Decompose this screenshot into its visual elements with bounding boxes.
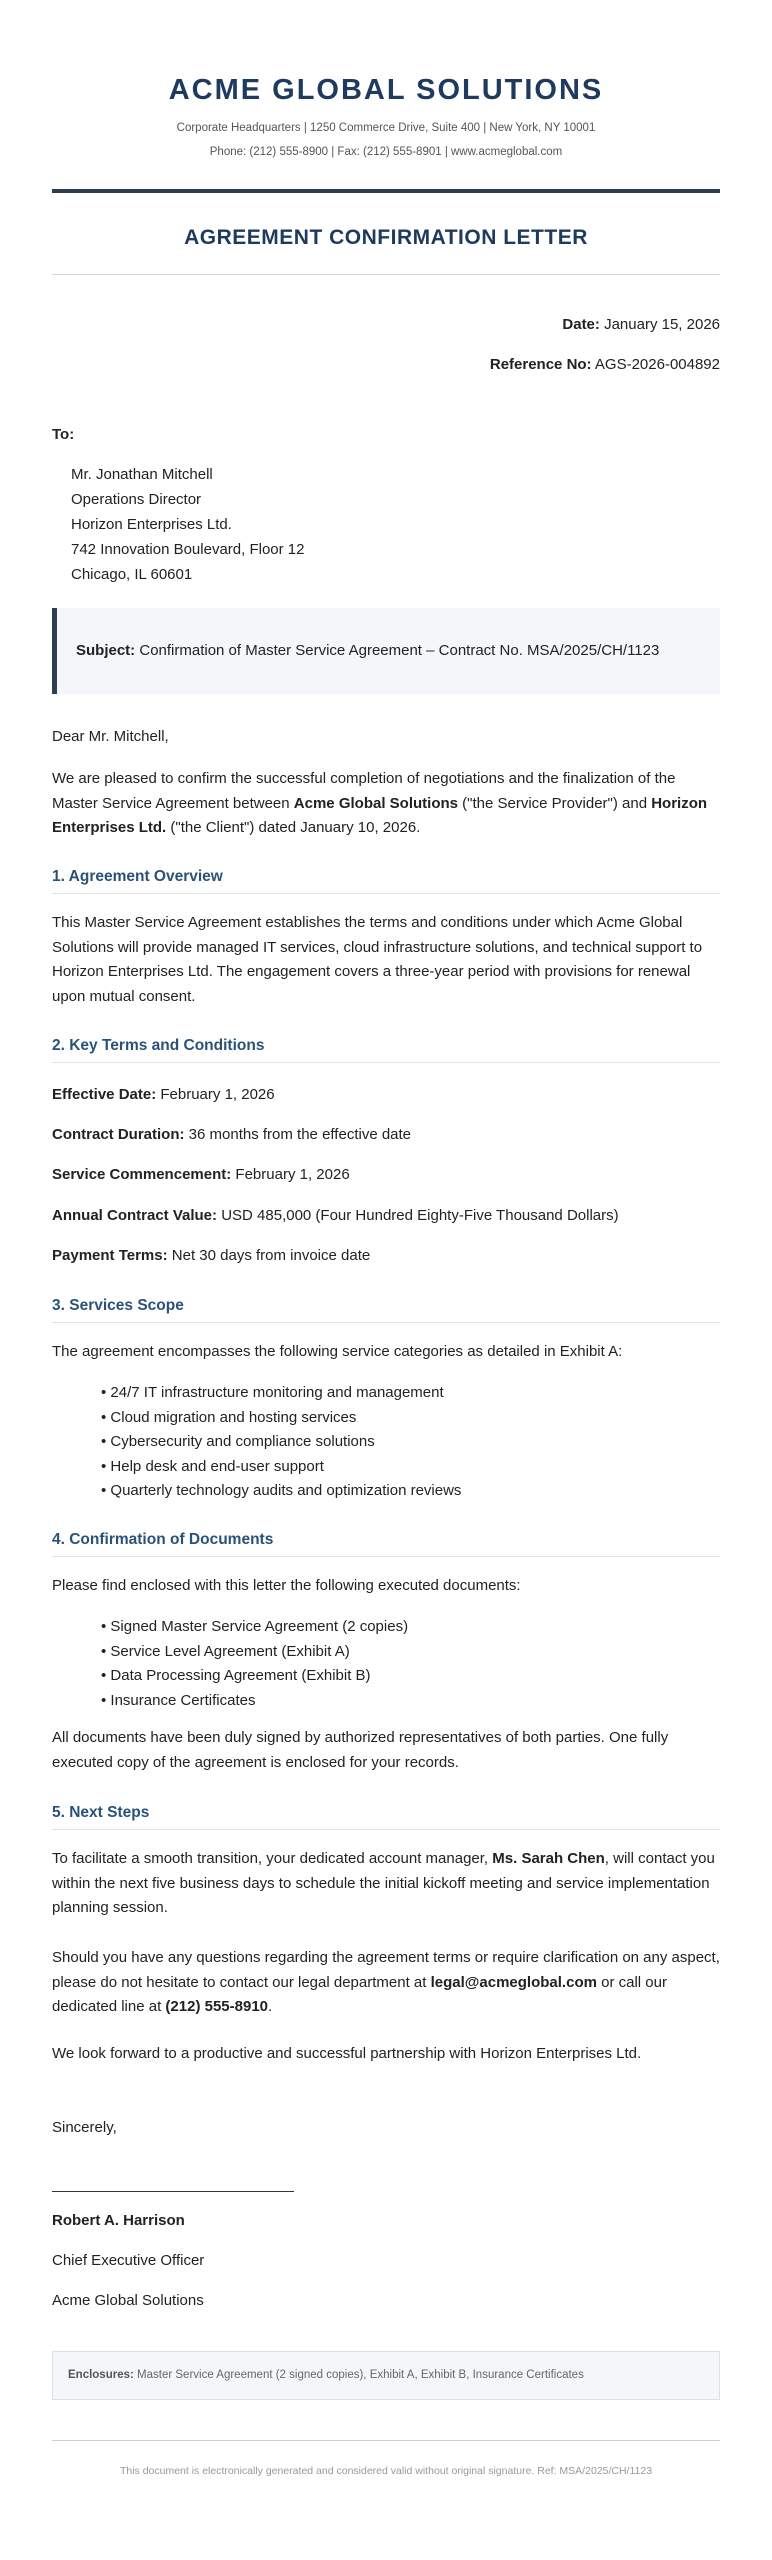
recipient-street: 742 Innovation Boulevard, Floor 12 bbox=[71, 541, 305, 558]
closing-paragraph: We look forward to a productive and successful partnership with Horizon Enterprises Ltd. bbox=[52, 2045, 642, 2062]
subject-text: Confirmation of Master Service Agreement – Contract No. MSA/2025/CH/1123 bbox=[139, 642, 660, 659]
section-4-title: 4. Confirmation of Documents bbox=[52, 1531, 274, 1548]
footer-divider bbox=[52, 2440, 720, 2441]
list-item: • Data Processing Agreement (Exhibit B) bbox=[101, 1664, 408, 1689]
term-service-commencement: Service Commencement: February 1, 2026 bbox=[52, 1166, 350, 1183]
salutation: Dear Mr. Mitchell, bbox=[52, 728, 169, 745]
section-5-divider bbox=[52, 1829, 720, 1830]
subject-box bbox=[52, 608, 720, 694]
enclosures-label: Enclosures: bbox=[68, 2369, 134, 2381]
sign-off: Sincerely, bbox=[52, 2119, 117, 2136]
reference-line bbox=[490, 356, 720, 373]
section-3-title: 3. Services Scope bbox=[52, 1297, 184, 1314]
section-2-divider bbox=[52, 1062, 720, 1063]
recipient-name: Mr. Jonathan Mitchell bbox=[71, 466, 213, 483]
enclosures-line bbox=[68, 2369, 584, 2381]
footer-note: This document is electronically generated and considered valid without original signature. Ref: MSA/2025/CH/1123 bbox=[119, 2465, 653, 2477]
signatory-title: Chief Executive Officer bbox=[52, 2252, 205, 2269]
section-1-text: This Master Service Agreement establishes the terms and conditions under which Acme Global Solutions will provide managed IT services, cloud infrastructure solutions, and technical support to Horizon Enterprises Ltd. The engagement covers a three-year period with provisions for renewal upon mutual consent. bbox=[52, 914, 703, 1005]
list-item: • Insurance Certificates bbox=[101, 1689, 408, 1714]
services-list bbox=[101, 1381, 461, 1504]
list-item: • 24/7 IT infrastructure monitoring and management bbox=[101, 1381, 461, 1406]
section-1-divider bbox=[52, 893, 720, 894]
section-4-intro: Please find enclosed with this letter the following executed documents: bbox=[52, 1577, 521, 1594]
company-contact: Phone: (212) 555-8900 | Fax: (212) 555-8901 | www.acmeglobal.com bbox=[209, 146, 563, 158]
section-3-divider bbox=[52, 1322, 720, 1323]
document-title: AGREEMENT CONFIRMATION LETTER bbox=[184, 226, 588, 249]
intro-paragraph: We are pleased to confirm the successful completion of negotiations and the finalization of the Master Service Agreement between Acme Global Solutions ("the Service Provider") and Horizon Enterprises Ltd. ("the Client") dated January 10, 2026. bbox=[52, 770, 708, 836]
term-payment-terms: Payment Terms: Net 30 days from invoice date bbox=[52, 1247, 371, 1264]
recipient-company: Horizon Enterprises Ltd. bbox=[71, 516, 232, 533]
subject-line bbox=[76, 642, 659, 659]
term-contract-duration: Contract Duration: 36 months from the effective date bbox=[52, 1126, 412, 1143]
documents-list bbox=[101, 1615, 408, 1713]
recipient-position: Operations Director bbox=[71, 491, 202, 508]
section-2-title: 2. Key Terms and Conditions bbox=[52, 1037, 265, 1054]
list-item: • Signed Master Service Agreement (2 copies) bbox=[101, 1615, 408, 1640]
date-value: January 15, 2026 bbox=[604, 316, 720, 333]
contact-paragraph: Should you have any questions regarding the agreement terms or require clarification on any aspect, please do not hesitate to contact our legal department at legal@acmeglobal.com or call our dedicated line at (212) 555-8910. bbox=[52, 1949, 720, 2015]
header-divider bbox=[52, 189, 720, 193]
reference-label: Reference No: bbox=[489, 356, 592, 373]
legal-email: legal@acmeglobal.com bbox=[430, 1973, 597, 1991]
signatory-company: Acme Global Solutions bbox=[52, 2292, 204, 2309]
recipient-label: To: bbox=[52, 426, 75, 443]
list-item: • Quarterly technology audits and optimization reviews bbox=[101, 1479, 461, 1504]
list-item: • Cloud migration and hosting services bbox=[101, 1406, 461, 1431]
section-4-divider bbox=[52, 1556, 720, 1557]
signatory-name: Robert A. Harrison bbox=[52, 2212, 185, 2229]
enclosures-text: Master Service Agreement (2 signed copies), Exhibit A, Exhibit B, Insurance Certificates bbox=[137, 2369, 584, 2381]
date-label: Date: bbox=[562, 316, 600, 333]
date-line bbox=[562, 316, 720, 333]
signature-line bbox=[52, 2191, 294, 2192]
section-1-title: 1. Agreement Overview bbox=[52, 868, 223, 885]
company-name: ACME GLOBAL SOLUTIONS bbox=[168, 74, 604, 106]
list-item: • Help desk and end-user support bbox=[101, 1455, 461, 1480]
recipient-city: Chicago, IL 60601 bbox=[71, 566, 193, 583]
company-address: Corporate Headquarters | 1250 Commerce Drive, Suite 400 | New York, NY 10001 bbox=[176, 122, 596, 134]
subject-label: Subject: bbox=[76, 642, 136, 659]
list-item: • Cybersecurity and compliance solutions bbox=[101, 1430, 461, 1455]
list-item: • Service Level Agreement (Exhibit A) bbox=[101, 1640, 408, 1665]
title-divider bbox=[52, 274, 720, 275]
reference-value: AGS-2026-004892 bbox=[594, 356, 720, 373]
section-3-intro: The agreement encompasses the following service categories as detailed in Exhibit A: bbox=[52, 1343, 623, 1360]
term-effective-date: Effective Date: February 1, 2026 bbox=[52, 1086, 275, 1103]
recipient-address bbox=[71, 462, 305, 587]
section-4-outro: All documents have been duly signed by authorized representatives of both parties. One fully executed copy of the agreement is enclosed for your records. bbox=[52, 1729, 669, 1771]
enclosures-box bbox=[52, 2351, 720, 2400]
section-5-title: 5. Next Steps bbox=[52, 1804, 150, 1821]
next-steps-paragraph: To facilitate a smooth transition, your dedicated account manager, Ms. Sarah Chen, will contact you within the next five business days to schedule the initial kickoff meeting and service implementation planning session. bbox=[52, 1850, 715, 1916]
term-annual-value: Annual Contract Value: USD 485,000 (Four Hundred Eighty-Five Thousand Dollars) bbox=[52, 1207, 619, 1224]
legal-phone: (212) 555-8910 bbox=[165, 1998, 268, 2015]
